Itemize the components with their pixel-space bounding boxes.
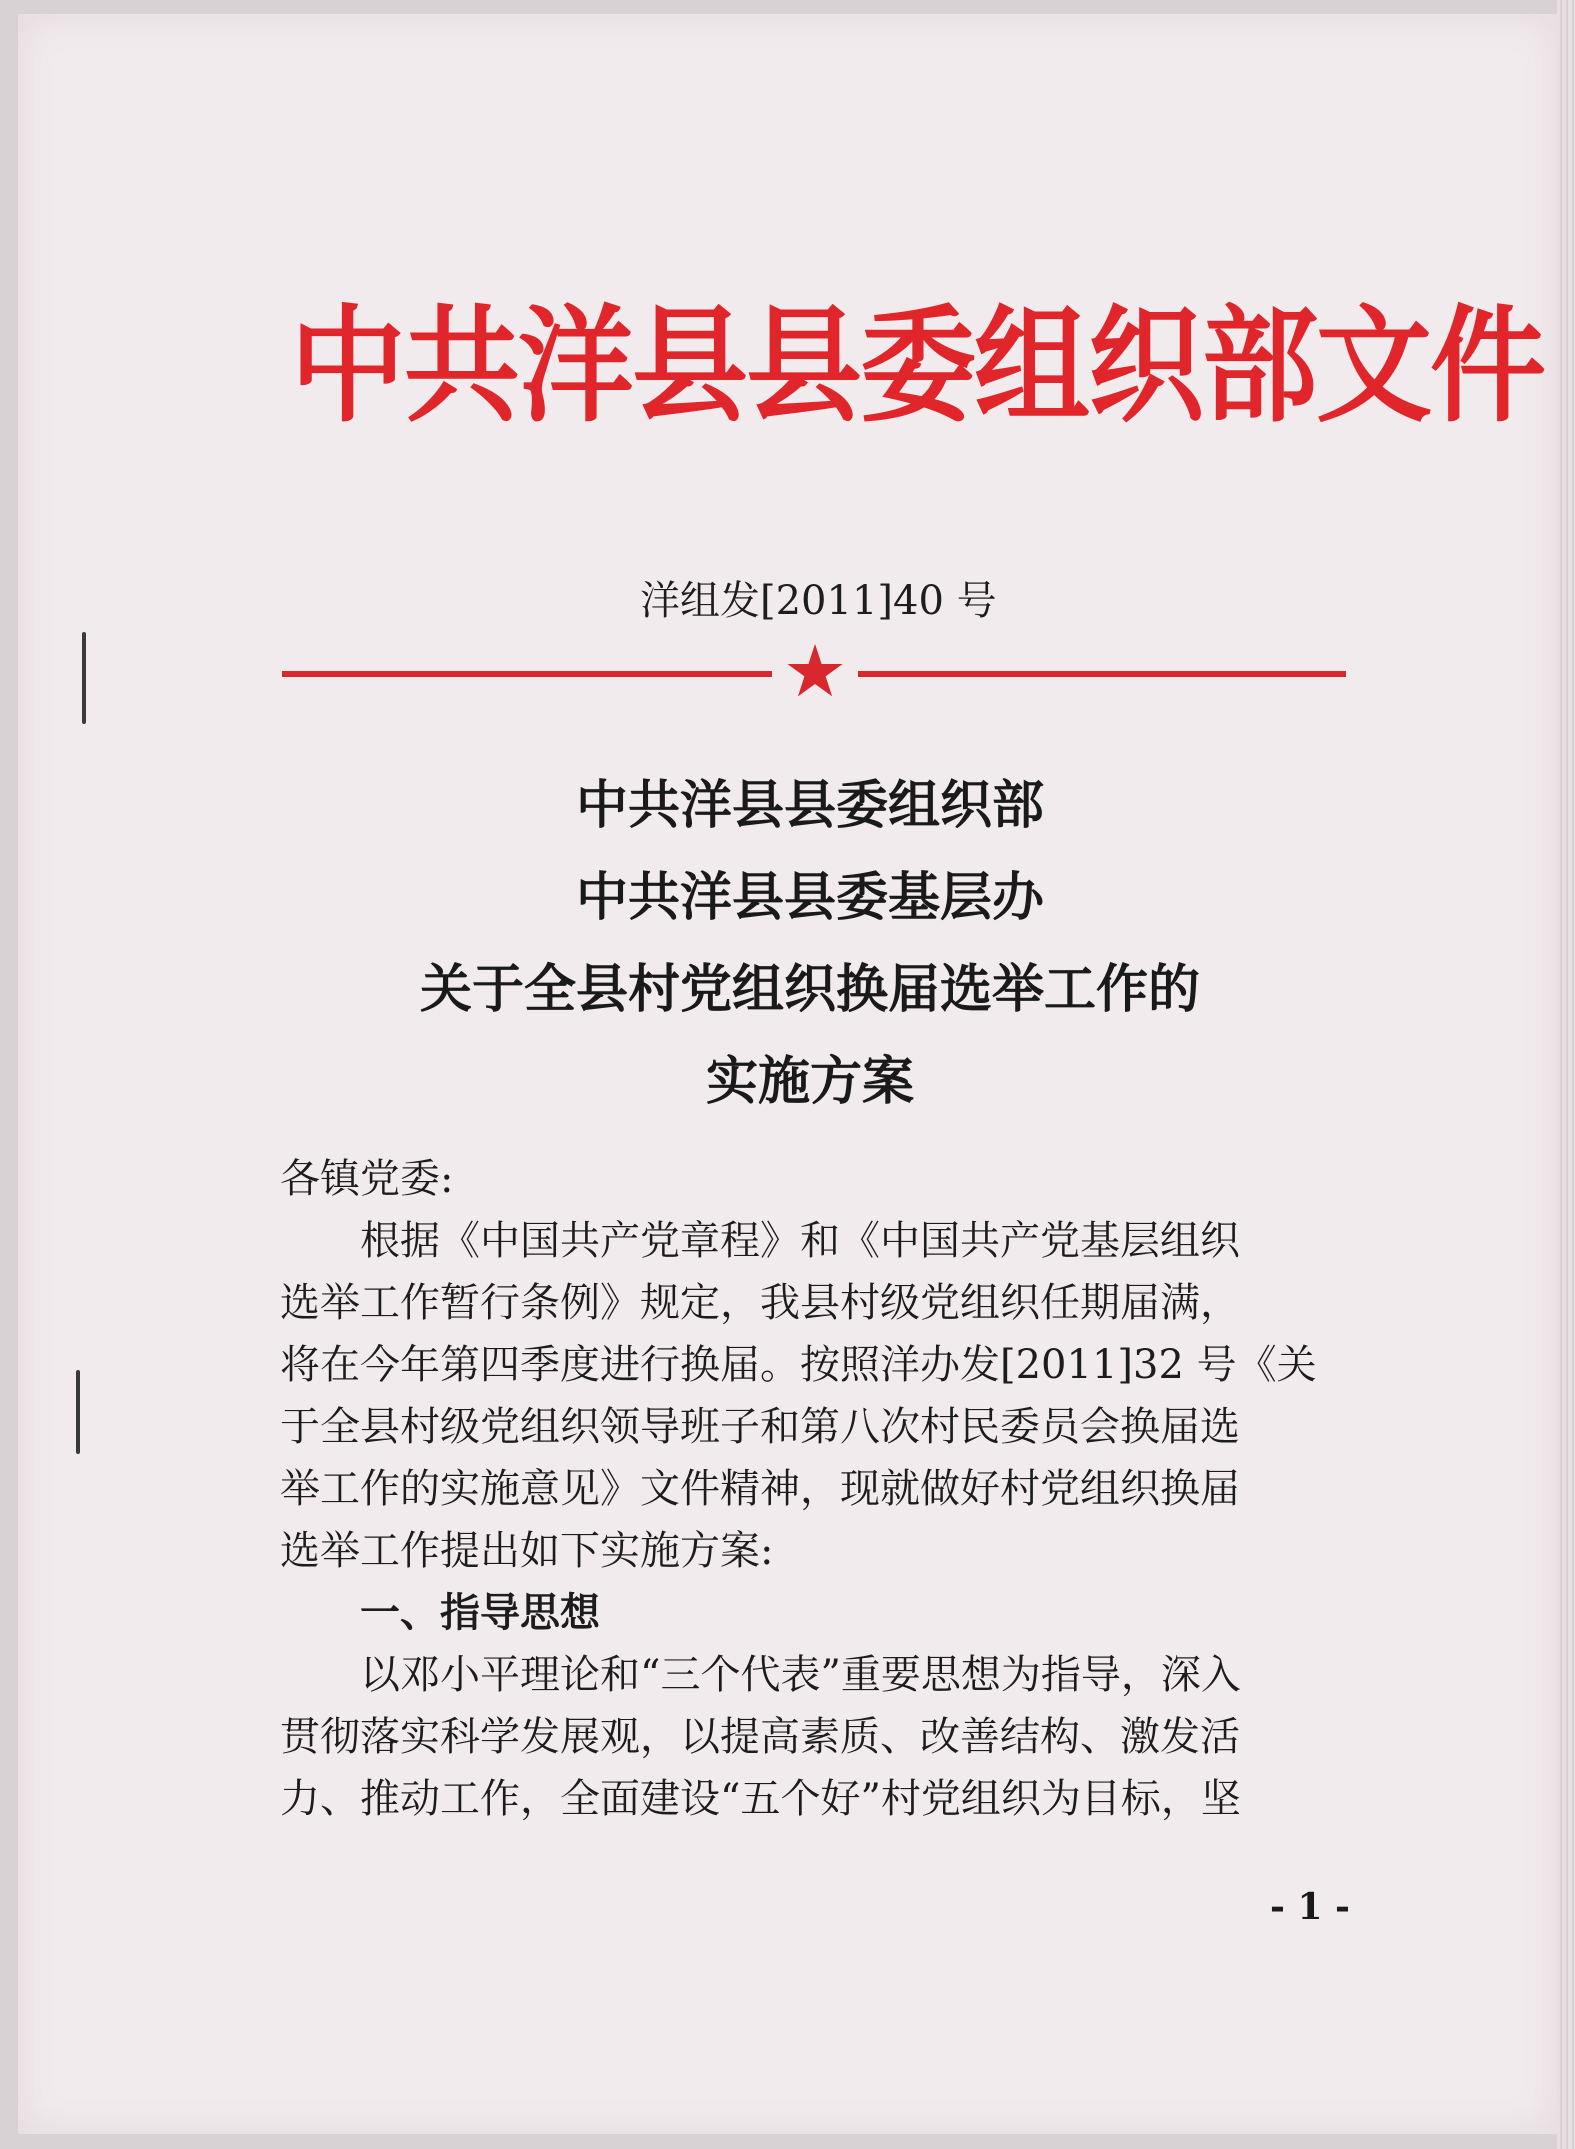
page-number: - 1 -: [1270, 1886, 1350, 1928]
body-line: 以邓小平理论和“三个代表”重要思想为指导，深入: [360, 1652, 1241, 1698]
body-text: [280, 1148, 1380, 1830]
staple-top: [82, 632, 86, 724]
document-masthead: 中共洋县县委组织部文件: [290, 294, 1544, 440]
body-line: 选举工作提出如下实施方案:: [280, 1528, 774, 1574]
body-line: 选举工作暂行条例》规定，我县村级党组织任期届满，: [280, 1280, 1240, 1326]
title-line: 中共洋县县委组织部: [575, 775, 1044, 836]
separator-rule-right: [858, 671, 1346, 677]
body-line: 贯彻落实科学发展观，以提高素质、改善结构、激发活: [280, 1714, 1240, 1760]
separator-rule-left: [282, 671, 772, 677]
body-line: 力、推动工作，全面建设“五个好”村党组织为目标，坚: [280, 1776, 1241, 1822]
title-line: 实施方案: [705, 1051, 914, 1112]
section-heading: 一、指导思想: [360, 1590, 600, 1636]
body-line: 各镇党委:: [280, 1156, 454, 1202]
staple-bottom: [76, 1370, 80, 1454]
title-line: 中共洋县县委基层办: [575, 867, 1044, 928]
body-line: 于全县村级党组织领导班子和第八次村民委员会换届选: [280, 1404, 1240, 1450]
star-icon: ★: [782, 629, 848, 713]
body-line: 将在今年第四季度进行换届。按照洋办发[2011]32 号《关: [280, 1342, 1317, 1388]
document-number: 洋组发[2011]40 号: [640, 578, 997, 624]
body-line: 举工作的实施意见》文件精神，现就做好村党组织换届: [280, 1466, 1240, 1512]
stacked-page-edges: [1557, 0, 1575, 2149]
title-line: 关于全县村党组织换届选举工作的: [419, 959, 1200, 1020]
document-title: [300, 760, 1320, 1128]
body-line: 根据《中国共产党章程》和《中国共产党基层组织: [360, 1218, 1240, 1264]
